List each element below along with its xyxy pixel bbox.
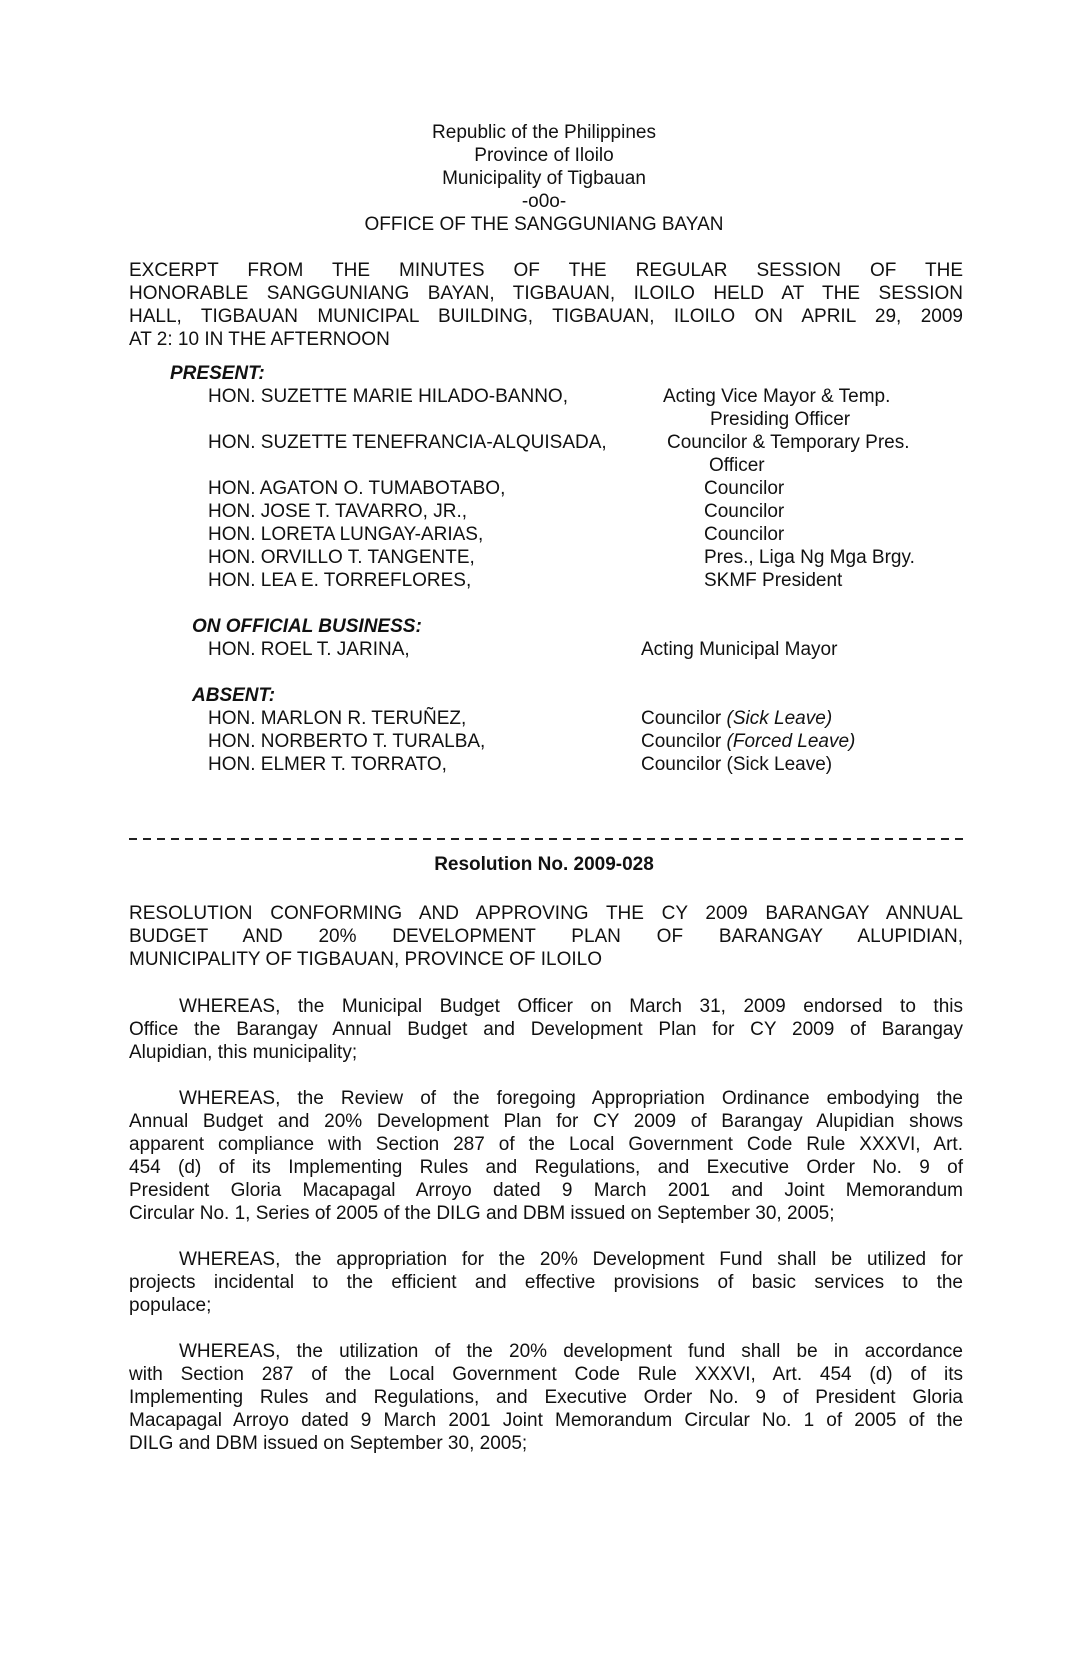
member-position: Councilor [704,478,785,499]
excerpt-line: EXCERPT FROM THE MINUTES OF THE REGULAR SESSION OF THE [129,260,963,281]
member-name: HON. LORETA LUNGAY-ARIAS, [208,524,484,545]
header-office: OFFICE OF THE SANGGUNIANG BAYAN [364,214,724,235]
member-position: Pres., Liga Ng Mga Brgy. [704,547,915,568]
resolution-title-line: BUDGET AND 20% DEVELOPMENT PLAN OF BARANGAY ALUPIDIAN, [129,926,963,947]
resolution-number: Resolution No. 2009-028 [434,854,654,875]
member-position-title: Councilor [641,731,722,752]
member-name: HON. ORVILLO T. TANGENTE, [208,547,475,568]
member-position: Councilor & Temporary Pres. [667,432,910,453]
member-name: HON. MARLON R. TERUÑEZ, [208,708,467,729]
official-business-label: ON OFFICIAL BUSINESS: [192,616,422,637]
absent-label: ABSENT: [192,685,276,706]
whereas-line: populace; [129,1295,212,1316]
whereas-line: apparent compliance with Section 287 of the Local Government Code Rule XXXVI, Art. [129,1134,963,1155]
whereas-line: with Section 287 of the Local Government Code Rule XXXVI, Art. 454 (d) of its [129,1364,963,1385]
header-separator: -o0o- [521,191,567,212]
member-position-title: Councilor [641,708,722,729]
member-position: Councilor [704,501,785,522]
member-name: HON. AGATON O. TUMABOTABO, [208,478,506,499]
header-republic: Republic of the Philippines [432,122,656,143]
excerpt-line: HALL, TIGBAUAN MUNICIPAL BUILDING, TIGBAUAN, ILOILO ON APRIL 29, 2009 [129,306,963,327]
present-label: PRESENT: [170,363,265,384]
header-province: Province of Iloilo [474,145,614,166]
member-position-cont: Presiding Officer [710,409,851,430]
member-name: HON. NORBERTO T. TURALBA, [208,731,486,752]
whereas-line: Implementing Rules and Regulations, and Executive Order No. 9 of President Gloria [129,1387,963,1408]
member-position: Acting Vice Mayor & Temp. [663,386,891,407]
whereas-line: WHEREAS, the Review of the foregoing Appropriation Ordinance embodying the [179,1088,963,1109]
resolution-title-line: RESOLUTION CONFORMING AND APPROVING THE CY 2009 BARANGAY ANNUAL [129,903,963,924]
member-name: HON. ELMER T. TORRATO, [208,754,447,775]
member-position-cont: Officer [709,455,765,476]
member-position [641,707,832,730]
whereas-line: Office the Barangay Annual Budget and Development Plan for CY 2009 of Barangay [129,1019,963,1040]
member-name: HON. LEA E. TORREFLORES, [208,570,472,591]
resolution-title-line: MUNICIPALITY OF TIGBAUAN, PROVINCE OF ILOILO [129,949,602,970]
member-position: Acting Municipal Mayor [641,639,838,660]
whereas-line: projects incidental to the efficient and effective provisions of basic services to the [129,1272,963,1293]
whereas-line: WHEREAS, the utilization of the 20% development fund shall be in accordance [179,1341,963,1362]
member-name: HON. SUZETTE TENEFRANCIA-ALQUISADA, [208,432,607,453]
excerpt-line: AT 2: 10 IN THE AFTERNOON [129,329,390,350]
whereas-line: WHEREAS, the appropriation for the 20% Development Fund shall be utilized for [179,1249,963,1270]
leave-note: (Sick Leave) [726,708,833,729]
leave-note: (Forced Leave) [726,731,856,752]
dashed-divider [129,838,963,840]
whereas-line: Circular No. 1, Series of 2005 of the DILG and DBM issued on September 30, 2005; [129,1203,835,1224]
member-name: HON. ROEL T. JARINA, [208,639,410,660]
member-position [641,730,855,753]
whereas-line: WHEREAS, the Municipal Budget Officer on March 31, 2009 endorsed to this [179,996,963,1017]
whereas-line: Alupidian, this municipality; [129,1042,358,1063]
whereas-line: Macapagal Arroyo dated 9 March 2001 Joint Memorandum Circular No. 1 of 2005 of the [129,1410,963,1431]
whereas-line: President Gloria Macapagal Arroyo dated 9 March 2001 and Joint Memorandum [129,1180,963,1201]
member-name: HON. JOSE T. TAVARRO, JR., [208,501,468,522]
whereas-line: DILG and DBM issued on September 30, 2005; [129,1433,528,1454]
header-municipality: Municipality of Tigbauan [442,168,646,189]
member-position: Councilor [704,524,785,545]
whereas-line: Annual Budget and 20% Development Plan for CY 2009 of Barangay Alupidian shows [129,1111,963,1132]
whereas-line: 454 (d) of its Implementing Rules and Regulations, and Executive Order No. 9 of [129,1157,963,1178]
member-position: Councilor (Sick Leave) [641,754,833,775]
member-name: HON. SUZETTE MARIE HILADO-BANNO, [208,386,568,407]
excerpt-line: HONORABLE SANGGUNIANG BAYAN, TIGBAUAN, ILOILO HELD AT THE SESSION [129,283,963,304]
member-position: SKMF President [704,570,843,591]
